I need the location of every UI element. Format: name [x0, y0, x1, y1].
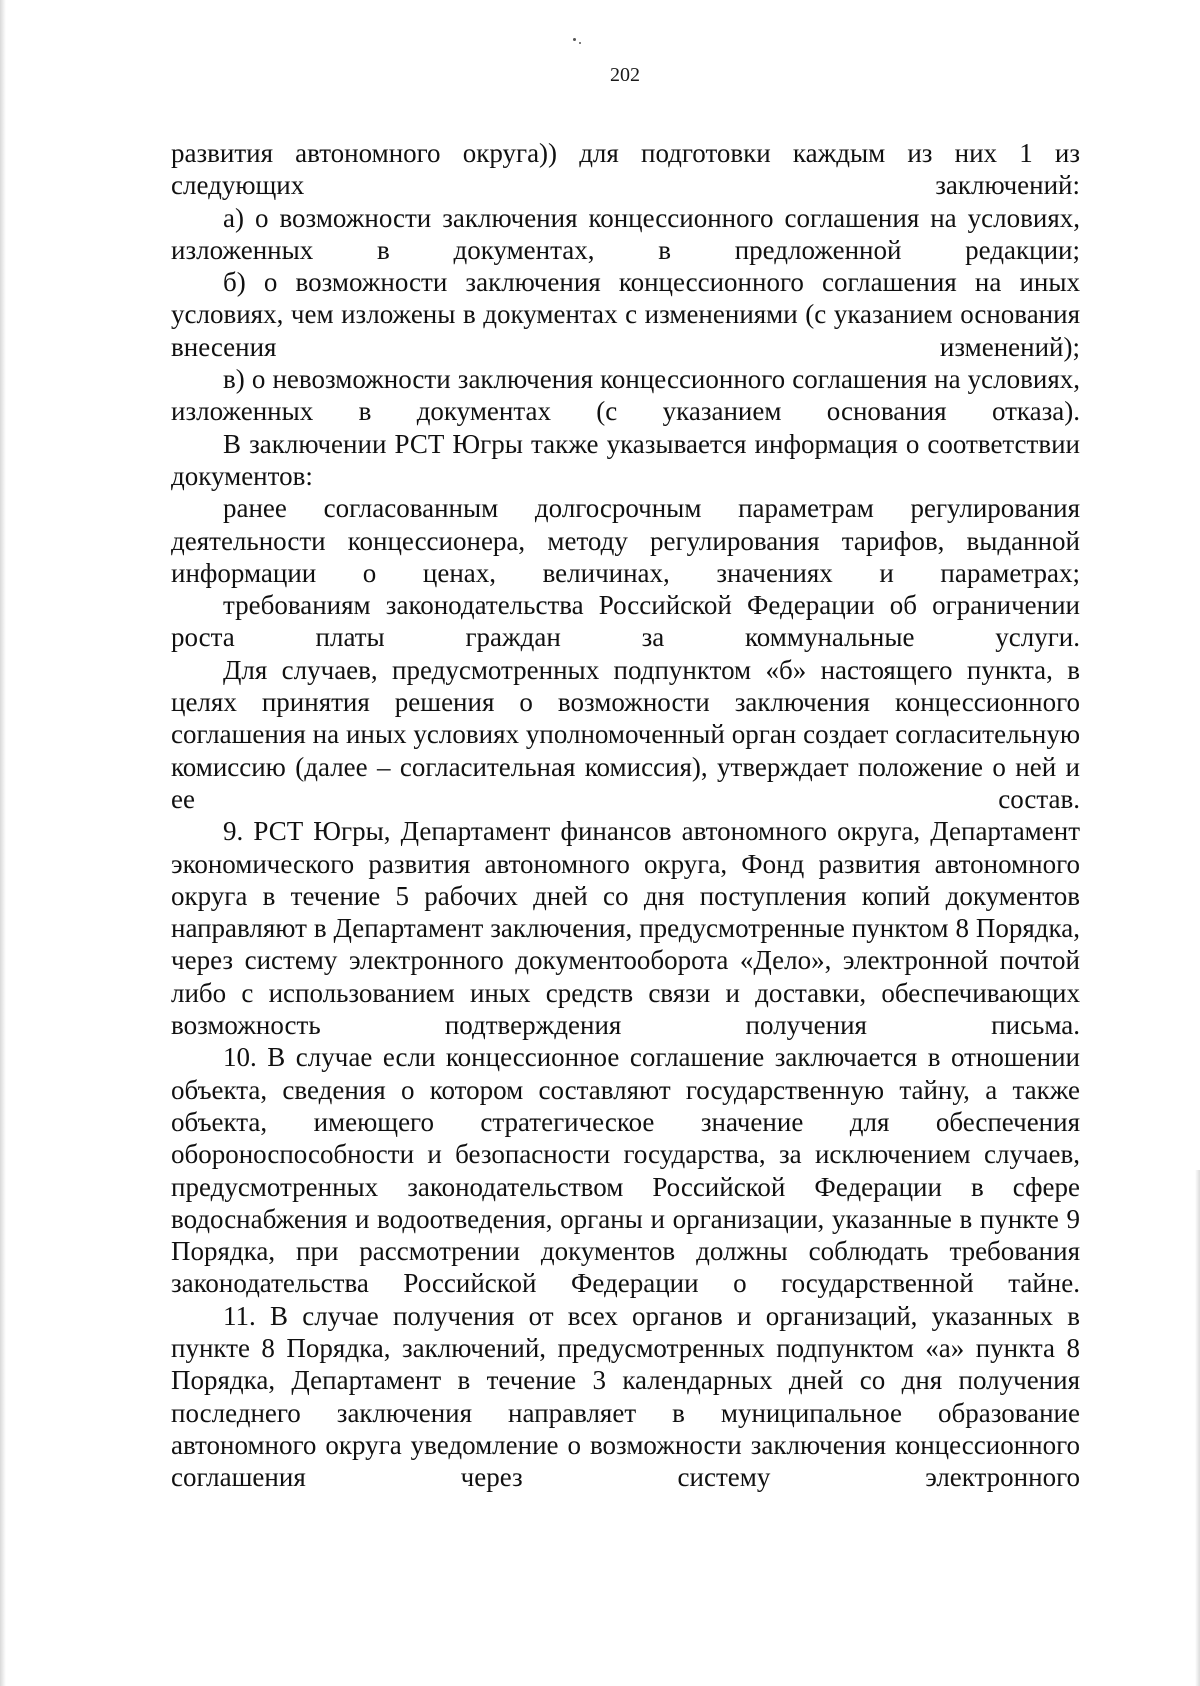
paragraph-subitem-b: б) о возможности заключения концессионного соглашения на иных условиях, чем изложены в документах с изменениями (с указанием основания внесения изменений); [171, 267, 1080, 362]
scan-speck [579, 42, 581, 44]
paragraph-item-10: 10. В случае если концессионное соглашение заключается в отношении объекта, сведения о котором составляют государственную тайну, а также объекта, имеющего стратегическое значение для обеспечения обороноспособности и безопасности государства, за исключением случаев, предусмотренных законодательством Российской Федерации в сфере водоснабжения и водоотведения, органы и организации, указанные в пункте 9 Порядка, при рассмотрении документов должны соблюдать требования законодательства Российской Федерации о государственной тайне. [171, 1042, 1080, 1299]
document-body [171, 137, 1080, 1493]
scan-edge-right [1195, 1170, 1200, 1686]
scan-edge-left [0, 0, 6, 1686]
paragraph-item-11: 11. В случае получения от всех органов и организаций, указанных в пункте 8 Порядка, заключений, предусмотренных подпунктом «а» пункта 8 Порядка, Департамент в течение 3 календарных дней со дня получения последнего заключения направляет в муниципальное образование автономного округа уведомление о возможности заключения концессионного соглашения через систему электронного [171, 1300, 1080, 1493]
paragraph-continuation: развития автономного округа)) для подготовки каждым из них 1 из следующих заключений: [171, 138, 1080, 201]
paragraph-conciliation-commission: Для случаев, предусмотренных подпунктом «б» настоящего пункта, в целях принятия решения о возможности заключения концессионного соглашения на иных условиях уполномоченный орган создает согласительную комиссию (далее – согласительная комиссия), утверждает положение о ней и ее состав. [171, 654, 1080, 814]
page-number: 202 [610, 64, 640, 86]
paragraph-legislation-requirements: требованиям законодательства Российской Федерации об ограничении роста платы граждан за коммунальные услуги. [171, 590, 1080, 653]
paragraph-subitem-v: в) о невозможности заключения концессионного соглашения на условиях, изложенных в документах (с указанием основания отказа). [171, 364, 1080, 427]
paragraph-subitem-a: а) о возможности заключения концессионного соглашения на условиях, изложенных в документах, в предложенной редакции; [171, 202, 1080, 265]
paragraph-regulation-parameters: ранее согласованным долгосрочным параметрам регулирования деятельности концессионера, методу регулирования тарифов, выданной информации о ценах, величинах, значениях и параметрах; [171, 493, 1080, 588]
paragraph-item-9: 9. РСТ Югры, Департамент финансов автономного округа, Департамент экономического развития автономного округа, Фонд развития автономного округа в течение 5 рабочих дней со дня поступления копий документов направляют в Департамент заключения, предусмотренные пунктом 8 Порядка, через систему электронного документооборота «Дело», электронной почтой либо с использованием иных средств связи и доставки, обеспечивающих возможность подтверждения получения письма. [171, 816, 1080, 1041]
scan-speck [573, 38, 576, 41]
paragraph-rst-conclusion: В заключении РСТ Югры также указывается информация о соответствии документов: [171, 428, 1080, 491]
